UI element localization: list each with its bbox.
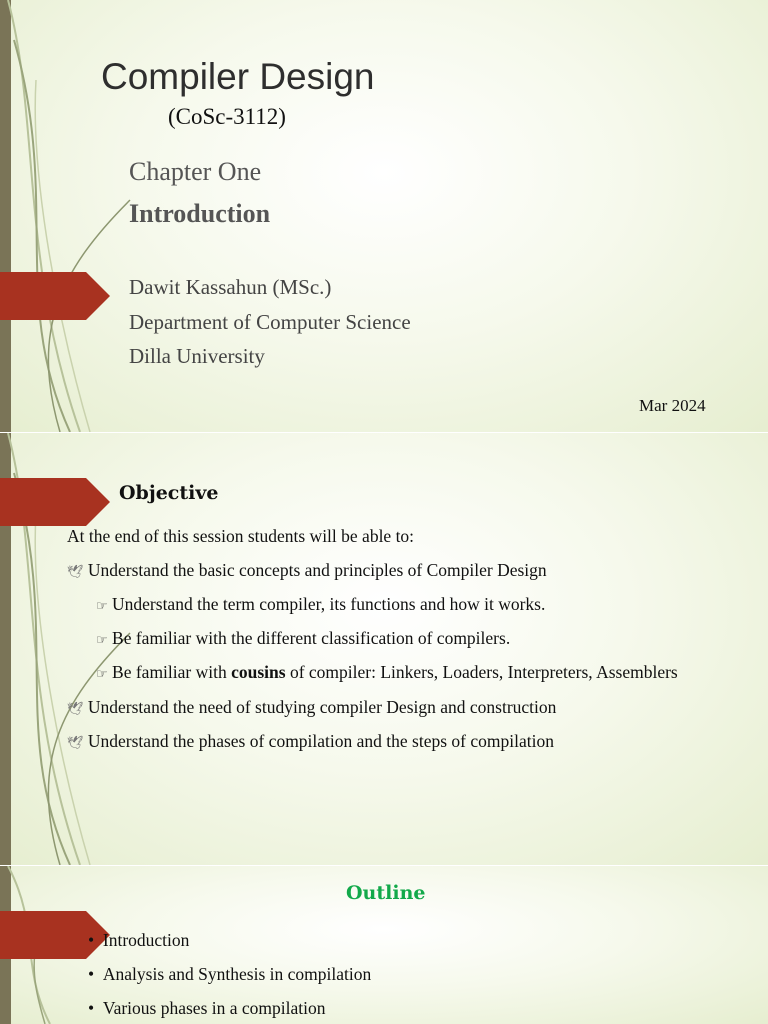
title-slide <box>0 0 768 432</box>
outline-heading: Outline <box>346 882 426 904</box>
presentation-title: Compiler Design <box>101 56 375 97</box>
department-name: Department of Computer Science <box>129 310 411 334</box>
pointing-hand-icon: ☞ <box>96 633 108 648</box>
emphasis-cousins: cousins <box>231 662 286 682</box>
objective-subitem: ☞ Be familiar with cousins of compiler: Linkers, Loaders, Interpreters, Assemblers <box>96 662 678 682</box>
objective-intro: At the end of this session students will be able to: <box>67 526 415 546</box>
bird-bullet-icon: 🕊 <box>67 736 84 751</box>
objective-slide <box>0 433 768 865</box>
objective-item: 🕊 Understand the phases of compilation and the steps of compilation <box>67 731 554 751</box>
author-name: Dawit Kassahun (MSc.) <box>129 275 332 299</box>
pointing-hand-icon: ☞ <box>96 667 108 682</box>
bird-bullet-icon: 🕊 <box>67 702 84 717</box>
objective-heading: Objective <box>119 482 219 504</box>
pointing-hand-icon: ☞ <box>96 599 108 614</box>
bullet-dot: • <box>88 930 95 950</box>
outline-item: • Various phases in a compilation <box>88 998 326 1018</box>
chapter-title: Introduction <box>129 199 271 228</box>
bird-bullet-icon: 🕊 <box>67 565 84 580</box>
course-code: (CoSc-3112) <box>168 104 286 129</box>
bullet-dot: • <box>88 964 95 984</box>
presentation-date: Mar 2024 <box>639 396 706 415</box>
outline-item: • Introduction <box>88 930 190 950</box>
objective-subitem: ☞ Be familiar with the different classification of compilers. <box>96 628 511 648</box>
bullet-dot: • <box>88 998 95 1018</box>
chapter-label: Chapter One <box>129 157 262 186</box>
objective-subitem: ☞ Understand the term compiler, its functions and how it works. <box>96 594 546 614</box>
objective-item: 🕊 Understand the need of studying compiler Design and construction <box>67 697 557 717</box>
objective-item: 🕊 Understand the basic concepts and principles of Compiler Design <box>67 560 547 580</box>
outline-item: • Analysis and Synthesis in compilation <box>88 964 372 984</box>
university-name: Dilla University <box>129 344 265 368</box>
